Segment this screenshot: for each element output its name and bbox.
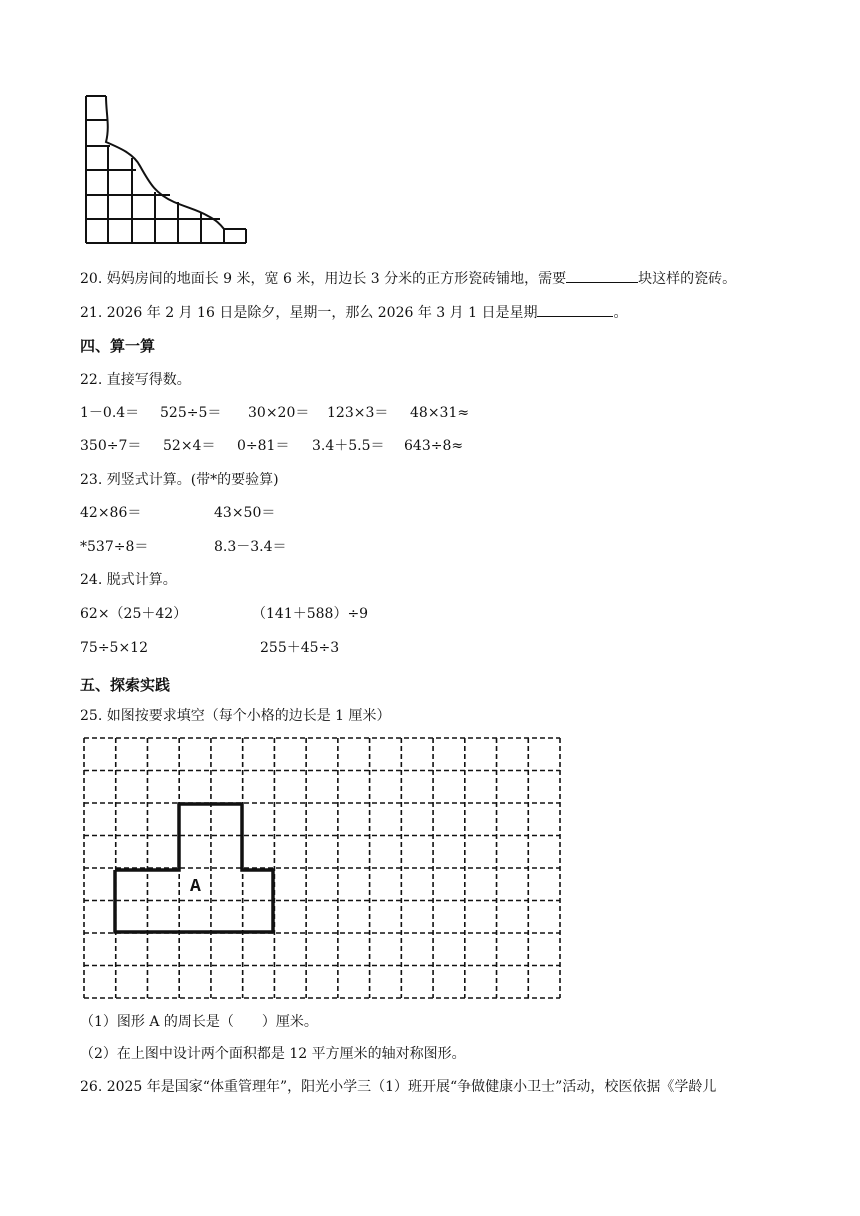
section-heading: 五、探索实践: [80, 676, 171, 694]
expression: 1－0.4＝: [80, 405, 140, 421]
question-22-title: 22. 直接写得数。: [80, 372, 191, 388]
expression: 643÷8≈: [404, 438, 464, 454]
expression: 43×50＝: [214, 505, 276, 521]
expression: 42×86＝: [80, 505, 142, 521]
question-23-title: 23. 列竖式计算。(带*的要验算): [80, 472, 279, 488]
curved-grid-figure: [80, 92, 255, 247]
expression: 30×20＝: [248, 405, 310, 421]
question-21: 21. 2026 年 2 月 16 日是除夕，星期一，那么 2026 年 3 月 1 日是星期 。: [80, 302, 627, 322]
question-24-title: 24. 脱式计算。: [80, 572, 177, 588]
expression: 52×4＝: [163, 438, 216, 454]
expression: 255＋45÷3: [260, 640, 340, 656]
expression: 62×（25＋42）: [80, 606, 188, 622]
question-20: 20. 妈妈房间的地面长 9 米，宽 6 米，用边长 3 分米的正方形瓷砖铺地，需要 块这样的瓷砖。: [80, 268, 736, 288]
question-25-title: 25. 如图按要求填空（每个小格的边长是 1 厘米）: [80, 708, 391, 724]
expression: 525÷5＝: [160, 405, 222, 421]
section-heading: 四、算一算: [80, 337, 156, 355]
expression: *537÷8＝: [80, 539, 149, 555]
answer-blank[interactable]: [537, 302, 613, 317]
expression: 3.4＋5.5＝: [312, 438, 385, 454]
expression: 8.3－3.4＝: [214, 539, 287, 555]
shape-a-outline: [115, 804, 273, 932]
expression: 0÷81＝: [237, 438, 290, 454]
expression: 123×3＝: [327, 405, 389, 421]
question-25-sub-2: （2）在上图中设计两个面积都是 12 平方厘米的轴对称图形。: [80, 1046, 466, 1062]
expression: 75÷5×12: [80, 640, 148, 656]
expression: 350÷7＝: [80, 438, 142, 454]
expression: 48×31≈: [410, 405, 470, 421]
question-26: 26. 2025 年是国家“体重管理年”，阳光小学三（1）班开展“争做健康小卫士”活动，校医依据《学龄儿: [80, 1079, 717, 1095]
expression: （141＋588）÷9: [252, 606, 369, 622]
answer-blank[interactable]: [566, 268, 638, 283]
question-25-sub-1: （1）图形 A 的周长是（ ）厘米。: [80, 1014, 318, 1030]
dashed-grid-figure: [82, 736, 564, 1002]
shape-a-label: A: [190, 877, 201, 897]
